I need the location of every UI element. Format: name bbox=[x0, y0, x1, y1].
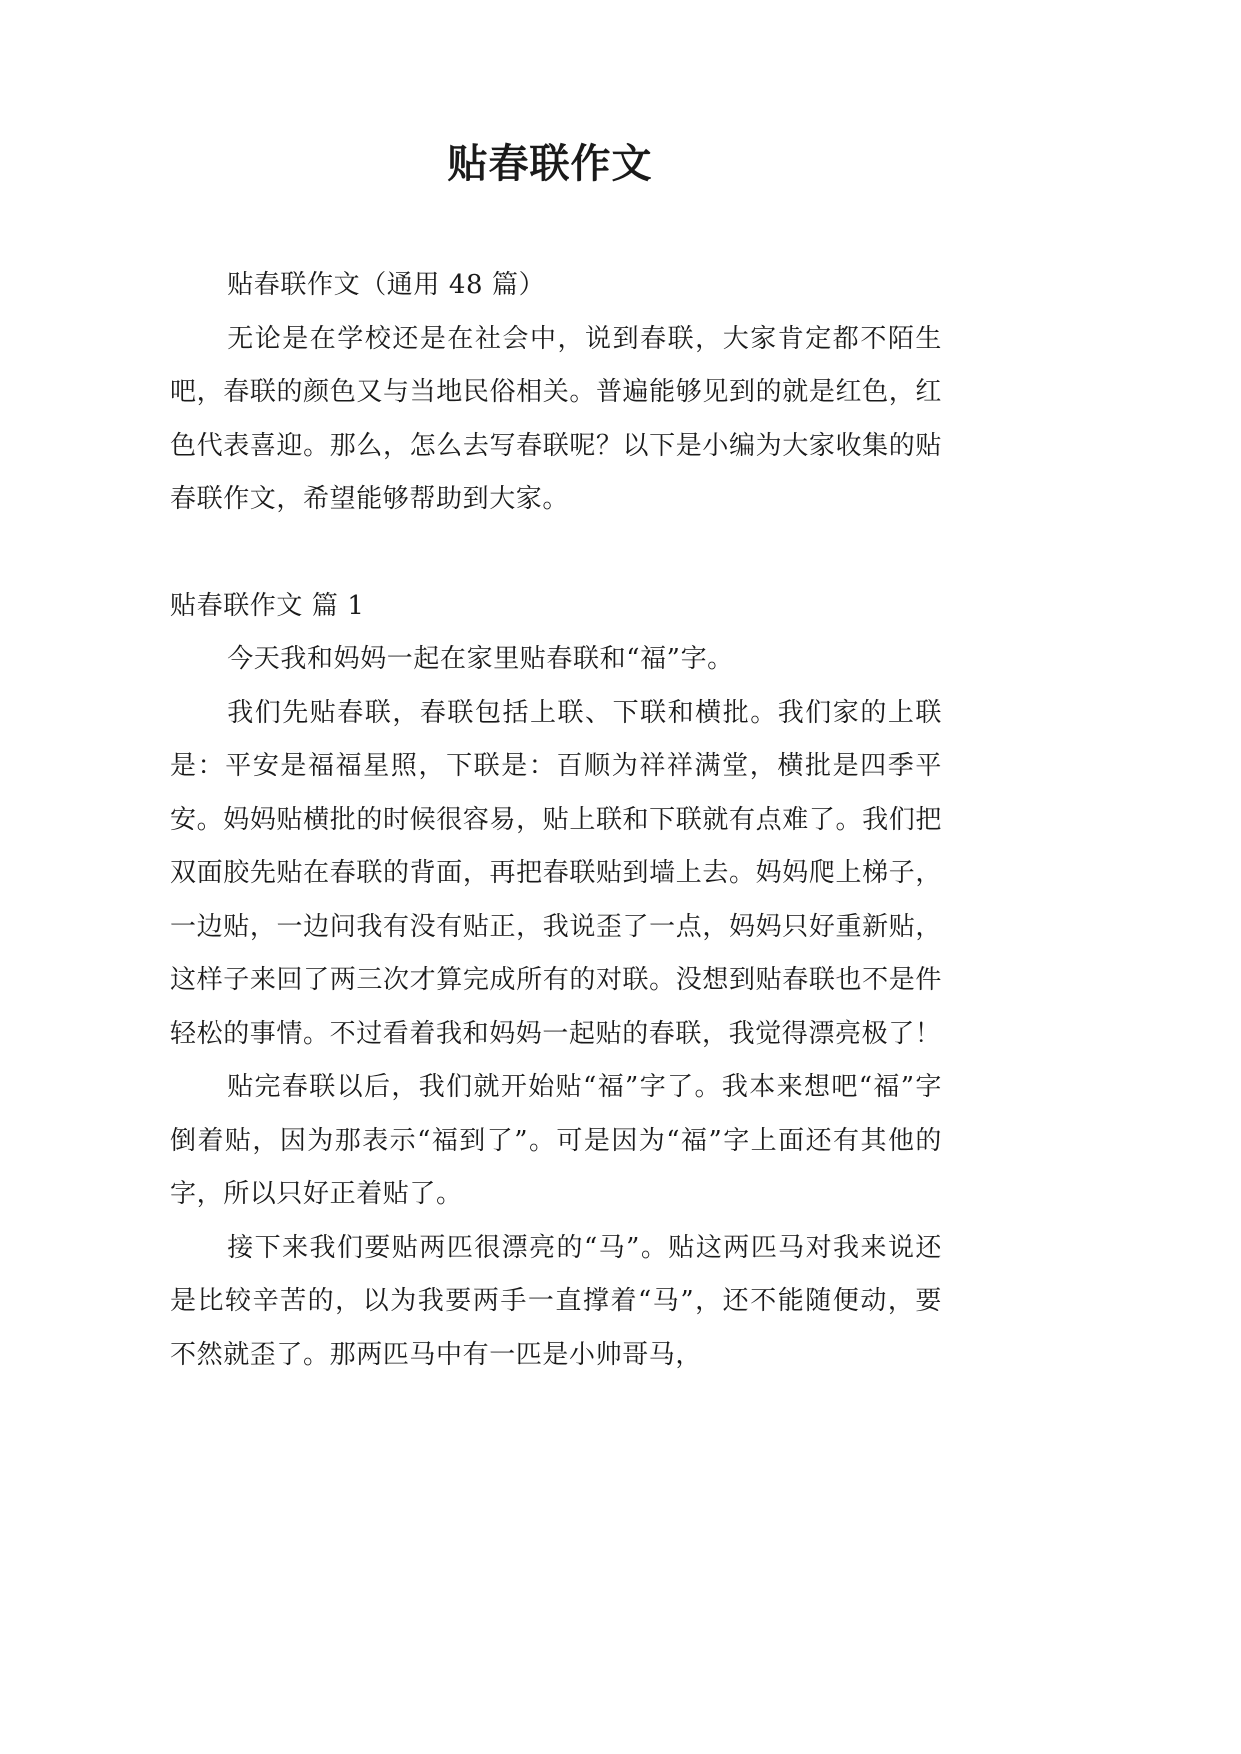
document-title: 贴春联作文 bbox=[447, 141, 653, 187]
body-paragraph-2: 我们先贴春联，春联包括上联、下联和横批。我们家的上联是：平安是福福星照，下联是：百顺为祥祥满堂，横批是四季平安。妈妈贴横批的时候很容易，贴上联和下联就有点难了。我们把双面胶先贴在春联的背面，再把春联贴到墙上去。妈妈爬上梯子，一边贴，一边问我有没有贴正，我说歪了一点，妈妈只好重新贴，这样子来回了两三次才算完成所有的对联。没想到贴春联也不是件轻松的事情。不过看着我和妈妈一起贴的春联，我觉得漂亮极了！ bbox=[170, 697, 942, 1049]
body-paragraph-3: 贴完春联以后，我们就开始贴“福”字了。我本来想吧“福”字倒着贴，因为那表示“福到了”。可是因为“福”字上面还有其他的字，所以只好正着贴了。 bbox=[170, 1072, 942, 1209]
section-heading: 贴春联作文 篇 1 bbox=[170, 590, 365, 621]
document-subtitle: 贴春联作文（通用 48 篇） bbox=[227, 270, 546, 300]
intro-paragraph: 无论是在学校还是在社会中，说到春联，大家肯定都不陌生吧，春联的颜色又与当地民俗相关。普遍能够见到的就是红色，红色代表喜迎。那么，怎么去写春联呢？以下是小编为大家收集的贴春联作文，希望能够帮助到大家。 bbox=[170, 323, 942, 514]
body-paragraph-1: 今天我和妈妈一起在家里贴春联和“福”字。 bbox=[227, 644, 734, 674]
document-body bbox=[170, 259, 942, 1382]
body-paragraph-4: 接下来我们要贴两匹很漂亮的“马”。贴这两匹马对我来说还是比较辛苦的，以为我要两手一直撑着“马”，还不能随便动，要不然就歪了。那两匹马中有一匹是小帅哥马， bbox=[170, 1232, 942, 1370]
